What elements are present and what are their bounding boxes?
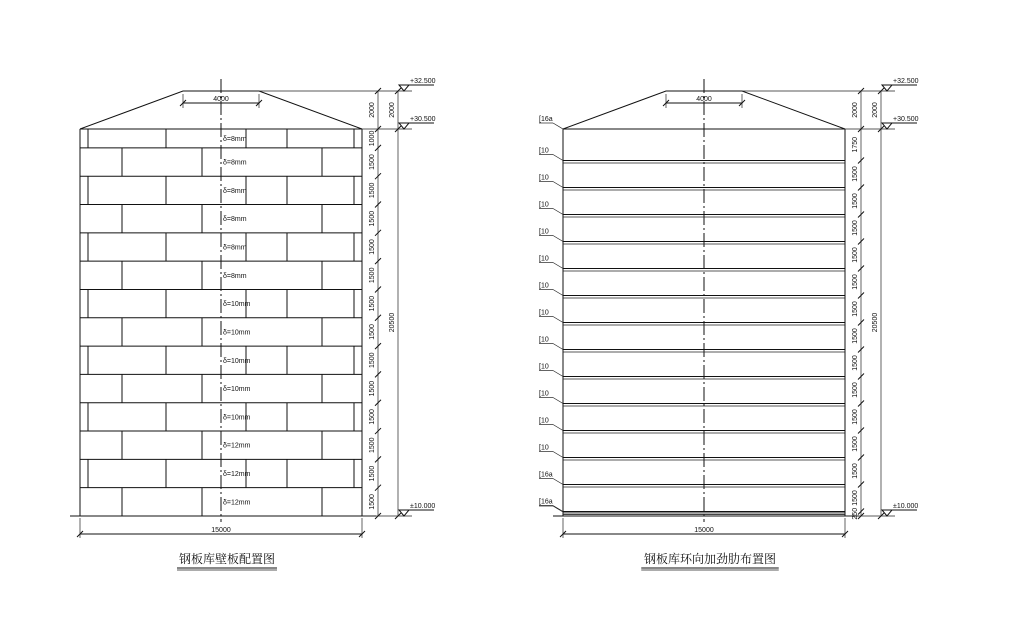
roof-height-outer-label: 2000 bbox=[389, 102, 396, 118]
stiffener-leader bbox=[553, 182, 563, 188]
stiffener-leader bbox=[553, 371, 563, 377]
stiffener-label: [10 bbox=[539, 147, 549, 155]
ring-dim-label: 1500 bbox=[369, 352, 376, 369]
ring-dim-label: 1500 bbox=[369, 267, 376, 284]
ring-dim-label: 1500 bbox=[369, 182, 376, 199]
plate-thickness-label: δ=8mm bbox=[223, 187, 247, 195]
right-view bbox=[539, 78, 919, 570]
left-view bbox=[70, 78, 436, 570]
ring-dim-label: 1500 bbox=[852, 166, 859, 182]
ring-dim-label: 1500 bbox=[369, 154, 376, 170]
ring-dim-label: 1500 bbox=[852, 193, 859, 209]
total-height-label: 20500 bbox=[872, 312, 879, 333]
roof-dim-label: 4000 bbox=[213, 96, 229, 103]
stiffener-label: [10 bbox=[539, 336, 549, 344]
roof-height-label: 2000 bbox=[369, 102, 376, 118]
ring-dim-label: 1500 bbox=[369, 324, 376, 340]
ring-dim-label: 1500 bbox=[369, 465, 376, 482]
stiffener-leader bbox=[553, 209, 563, 215]
stiffener-leader bbox=[553, 479, 563, 485]
stiffener-leader bbox=[553, 263, 563, 269]
total-height-label: 20500 bbox=[389, 312, 396, 333]
stiffener-leader bbox=[553, 425, 563, 431]
elevation-label: ±10.000 bbox=[410, 503, 436, 510]
plate-thickness-label: δ=8mm bbox=[223, 272, 247, 280]
ring-dim-label: 250 bbox=[852, 507, 859, 520]
stiffener-label: [16a bbox=[539, 116, 553, 123]
drawing-title: 钢板库壁板配置图 bbox=[178, 552, 276, 566]
plate-thickness-label: δ=10mm bbox=[223, 414, 251, 422]
stiffener-leader bbox=[553, 452, 563, 458]
stiffener-label: [10 bbox=[539, 201, 549, 209]
roof-height-outer-label: 2000 bbox=[872, 102, 879, 118]
stiffener-label: [10 bbox=[539, 309, 549, 317]
ring-dim-label: 1500 bbox=[369, 210, 376, 227]
ring-dim-label: 1500 bbox=[369, 409, 376, 425]
ring-dim-label: 1500 bbox=[852, 409, 859, 425]
plate-thickness-label: δ=10mm bbox=[223, 386, 251, 394]
stiffener-leader bbox=[553, 344, 563, 350]
ring-dim-label: 1500 bbox=[852, 382, 859, 398]
ring-dim-label: 1500 bbox=[852, 274, 859, 290]
ring-dim-label: 1000 bbox=[369, 130, 376, 147]
plate-thickness-label: δ=8mm bbox=[223, 135, 247, 143]
stiffener-label: [10 bbox=[539, 282, 549, 290]
plate-thickness-label: δ=12mm bbox=[223, 499, 251, 507]
elevation-label: ±10.000 bbox=[893, 503, 919, 510]
elevation-label: +32.500 bbox=[410, 78, 436, 85]
width-dim-label: 15000 bbox=[211, 527, 231, 534]
ring-dim-label: 1500 bbox=[852, 490, 859, 506]
plate-thickness-label: δ=8mm bbox=[223, 244, 247, 252]
plate-thickness-label: δ=10mm bbox=[223, 357, 251, 365]
stiffener-leader bbox=[553, 506, 563, 512]
ring-dim-label: 1500 bbox=[369, 380, 376, 397]
stiffener-leader bbox=[553, 398, 563, 404]
ring-dim-label: 1500 bbox=[369, 239, 376, 255]
roof-height-label: 2000 bbox=[852, 102, 859, 118]
ring-dim-label: 1500 bbox=[852, 463, 859, 479]
stiffener-label: [10 bbox=[539, 363, 549, 371]
stiffener-leader bbox=[553, 123, 563, 129]
stiffener-leader bbox=[553, 155, 563, 161]
elevation-label: +30.500 bbox=[410, 116, 436, 123]
stiffener-leader bbox=[553, 317, 563, 323]
drawing-title: 钢板库环向加劲肋布置图 bbox=[643, 552, 777, 566]
stiffener-leader bbox=[553, 506, 563, 512]
plate-thickness-label: δ=8mm bbox=[223, 216, 247, 224]
ring-dim-label: 1500 bbox=[852, 436, 859, 452]
ring-dim-label: 1500 bbox=[369, 494, 376, 510]
ring-dim-label: 1500 bbox=[369, 437, 376, 453]
roof-dim-label: 4000 bbox=[696, 96, 712, 103]
ring-dim-label: 1500 bbox=[852, 355, 859, 371]
ring-dim-label: 1500 bbox=[852, 247, 859, 263]
stiffener-leader bbox=[553, 236, 563, 242]
plate-thickness-label: δ=8mm bbox=[223, 159, 247, 167]
elevation-label: +30.500 bbox=[893, 116, 919, 123]
plate-thickness-label: δ=12mm bbox=[223, 442, 251, 450]
plate-thickness-label: δ=10mm bbox=[223, 329, 251, 337]
elevation-label: +32.500 bbox=[893, 78, 919, 85]
ring-dim-label: 1750 bbox=[852, 136, 859, 153]
width-dim-label: 15000 bbox=[694, 527, 714, 534]
ring-dim-label: 1500 bbox=[852, 220, 859, 236]
ring-dim-label: 1500 bbox=[852, 328, 859, 344]
stiffener-label: [10 bbox=[539, 228, 549, 236]
stiffener-label: [10 bbox=[539, 255, 549, 263]
stiffener-label: [10 bbox=[539, 390, 549, 398]
stiffener-label: [16a bbox=[539, 498, 553, 506]
stiffener-leader bbox=[553, 290, 563, 296]
stiffener-label: [10 bbox=[539, 174, 549, 182]
ring-dim-label: 1500 bbox=[852, 301, 859, 317]
ring-dim-label: 1500 bbox=[369, 295, 376, 312]
stiffener-label: [10 bbox=[539, 444, 549, 452]
plate-thickness-label: δ=10mm bbox=[223, 301, 251, 309]
stiffener-label: [16a bbox=[539, 471, 553, 479]
stiffener-label: [10 bbox=[539, 417, 549, 425]
plate-thickness-label: δ=12mm bbox=[223, 471, 251, 479]
